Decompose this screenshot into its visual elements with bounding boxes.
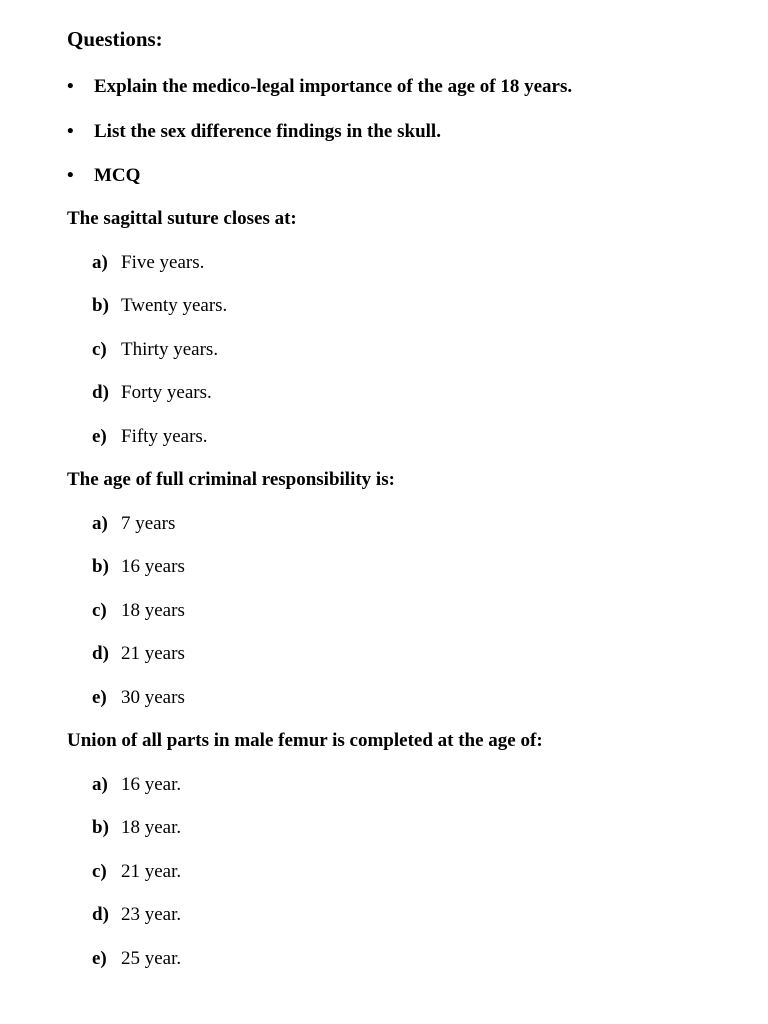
option-letter: a): [92, 251, 108, 273]
bullet-list: [67, 72, 572, 206]
option-letter: a): [92, 512, 108, 534]
option-letter: b): [92, 817, 109, 838]
mcq-question-1: [67, 204, 297, 465]
page-heading: Questions:: [67, 27, 163, 51]
option-list: [67, 248, 297, 466]
option-item: [92, 378, 297, 422]
option-letter: b): [92, 556, 109, 577]
option-item: [92, 596, 395, 640]
option-item: [92, 683, 395, 727]
option-item: [92, 813, 543, 857]
mcq-question-2: [67, 465, 395, 726]
option-letter: d): [92, 643, 109, 664]
bullet-item: [67, 72, 572, 117]
option-text: Forty years.: [121, 382, 212, 403]
option-list: [67, 509, 395, 727]
option-item: [92, 335, 297, 379]
question-text: The age of full criminal responsibility is:: [67, 469, 395, 490]
option-letter: c): [92, 860, 107, 882]
option-text: 21 year.: [121, 860, 182, 882]
option-letter: c): [92, 338, 107, 360]
option-text: 18 year.: [121, 817, 182, 838]
option-letter: e): [92, 947, 107, 969]
option-letter: b): [92, 295, 109, 316]
option-item: [92, 248, 297, 292]
mcq-question-3: [67, 726, 543, 987]
option-text: 16 year.: [121, 773, 182, 795]
bullet-icon: •: [67, 165, 74, 186]
option-letter: d): [92, 904, 109, 925]
option-item: [92, 900, 543, 944]
option-text: 30 years: [121, 686, 185, 708]
option-text: Fifty years.: [121, 425, 208, 447]
bullet-text: Explain the medico-legal importance of the age of 18 years.: [94, 76, 573, 97]
bullet-icon: •: [67, 120, 74, 142]
option-text: 25 year.: [121, 947, 182, 969]
option-text: 7 years: [121, 512, 176, 534]
option-text: Thirty years.: [121, 338, 219, 360]
question-text: Union of all parts in male femur is completed at the age of:: [67, 730, 543, 751]
option-list: [67, 770, 543, 988]
option-text: 16 years: [121, 556, 185, 577]
option-item: [92, 944, 543, 988]
option-item: [92, 552, 395, 596]
bullet-text: List the sex difference findings in the skull.: [94, 120, 441, 142]
option-item: [92, 509, 395, 553]
question-text: The sagittal suture closes at:: [67, 208, 297, 229]
bullet-text: MCQ: [94, 165, 141, 186]
option-text: Twenty years.: [121, 295, 228, 316]
bullet-icon: •: [67, 76, 74, 97]
option-letter: e): [92, 425, 107, 447]
option-item: [92, 422, 297, 466]
option-letter: a): [92, 773, 108, 795]
option-text: 18 years: [121, 599, 185, 621]
option-text: Five years.: [121, 251, 205, 273]
option-letter: d): [92, 382, 109, 403]
option-text: 23 year.: [121, 904, 182, 925]
option-letter: e): [92, 686, 107, 708]
option-item: [92, 291, 297, 335]
option-letter: c): [92, 599, 107, 621]
bullet-item: [67, 117, 572, 162]
option-item: [92, 770, 543, 814]
option-item: [92, 639, 395, 683]
option-item: [92, 857, 543, 901]
option-text: 21 years: [121, 643, 185, 664]
bullet-item: [67, 161, 572, 206]
